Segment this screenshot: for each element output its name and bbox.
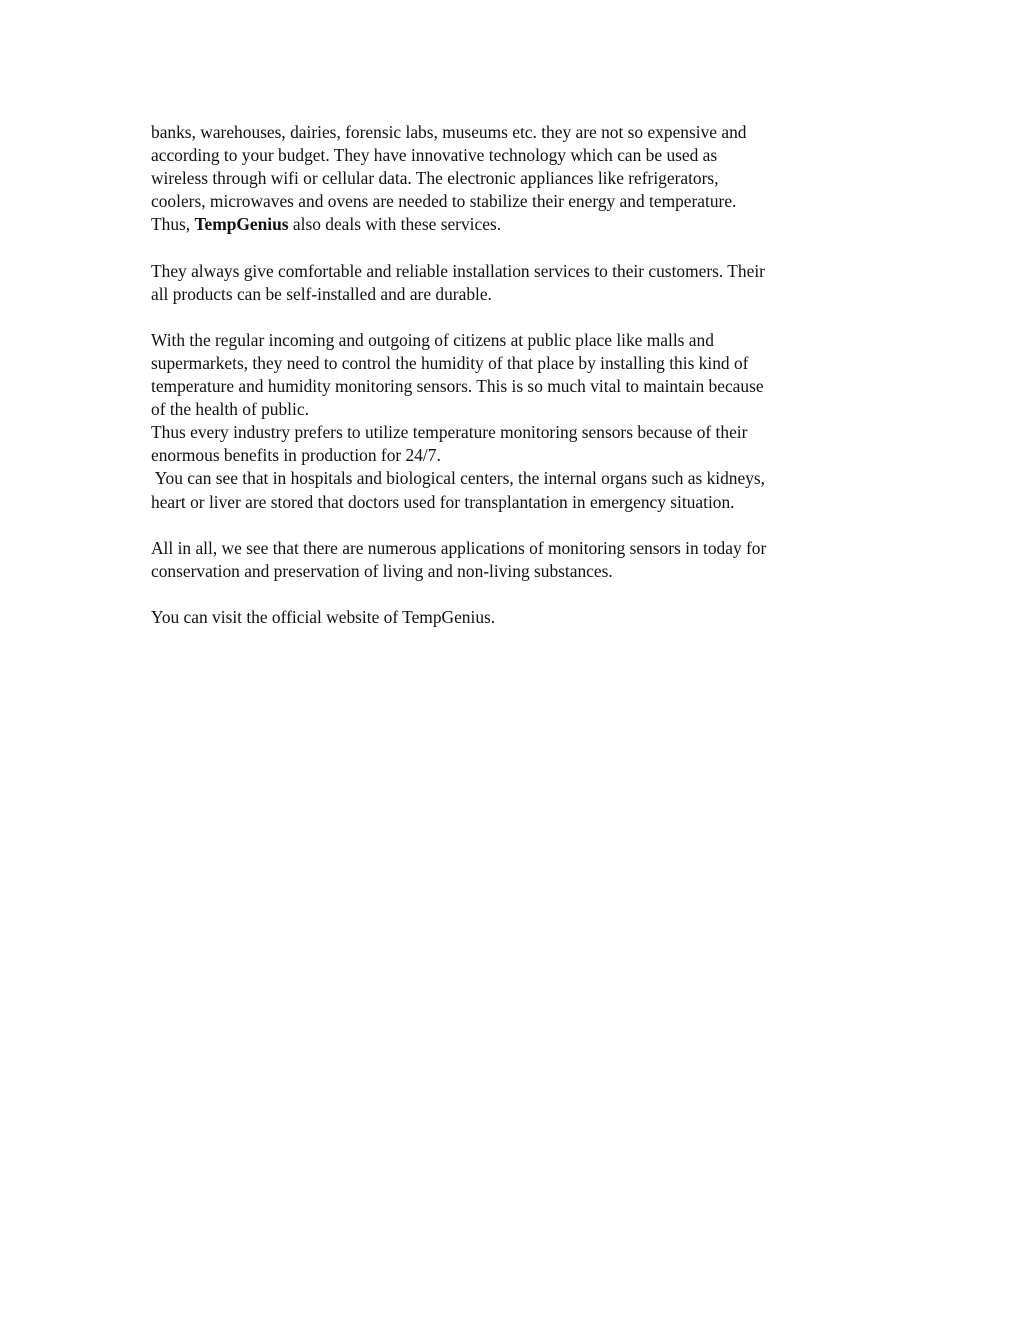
document-body xyxy=(151,121,891,629)
text-line: of the health of public. xyxy=(151,399,309,420)
paragraph-conclusion xyxy=(151,537,891,583)
paragraph-humidity xyxy=(151,329,891,421)
text-line: wireless through wifi or cellular data. The electronic appliances like refrigerators, xyxy=(151,168,719,189)
text-line xyxy=(151,213,891,236)
brand-name: TempGenius xyxy=(194,214,289,235)
paragraph-industry xyxy=(151,421,891,467)
text-line: temperature and humidity monitoring sensors. This is so much vital to maintain because xyxy=(151,376,764,397)
text-fragment: also deals with these services. xyxy=(288,214,502,235)
text-line: heart or liver are stored that doctors used for transplantation in emergency situation. xyxy=(151,491,735,512)
text-line: all products can be self-installed and are durable. xyxy=(151,283,492,304)
text-line: enormous benefits in production for 24/7. xyxy=(151,445,441,466)
text-line: conservation and preservation of living and non-living substances. xyxy=(151,560,613,581)
text-line: All in all, we see that there are numerous applications of monitoring sensors in today for xyxy=(151,537,767,558)
text-fragment: Thus, xyxy=(151,214,195,235)
paragraph-hospitals xyxy=(151,467,891,513)
paragraph-services xyxy=(151,121,891,236)
paragraph-visit xyxy=(151,606,891,629)
text-line: according to your budget. They have innovative technology which can be used as xyxy=(151,145,718,166)
text-line: They always give comfortable and reliable installation services to their customers. Their xyxy=(151,260,765,281)
text-line: With the regular incoming and outgoing of citizens at public place like malls and xyxy=(151,329,714,350)
text-line: coolers, microwaves and ovens are needed to stabilize their energy and temperature. xyxy=(151,191,737,212)
text-line: You can see that in hospitals and biological centers, the internal organs such as kidneys, xyxy=(151,468,766,489)
text-line: Thus every industry prefers to utilize temperature monitoring sensors because of their xyxy=(151,422,748,443)
text-line: You can visit the official website of TempGenius. xyxy=(151,606,496,627)
text-line: banks, warehouses, dairies, forensic labs, museums etc. they are not so expensive and xyxy=(151,122,747,142)
text-line: supermarkets, they need to control the humidity of that place by installing this kind of xyxy=(151,352,749,373)
paragraph-installation xyxy=(151,260,891,306)
